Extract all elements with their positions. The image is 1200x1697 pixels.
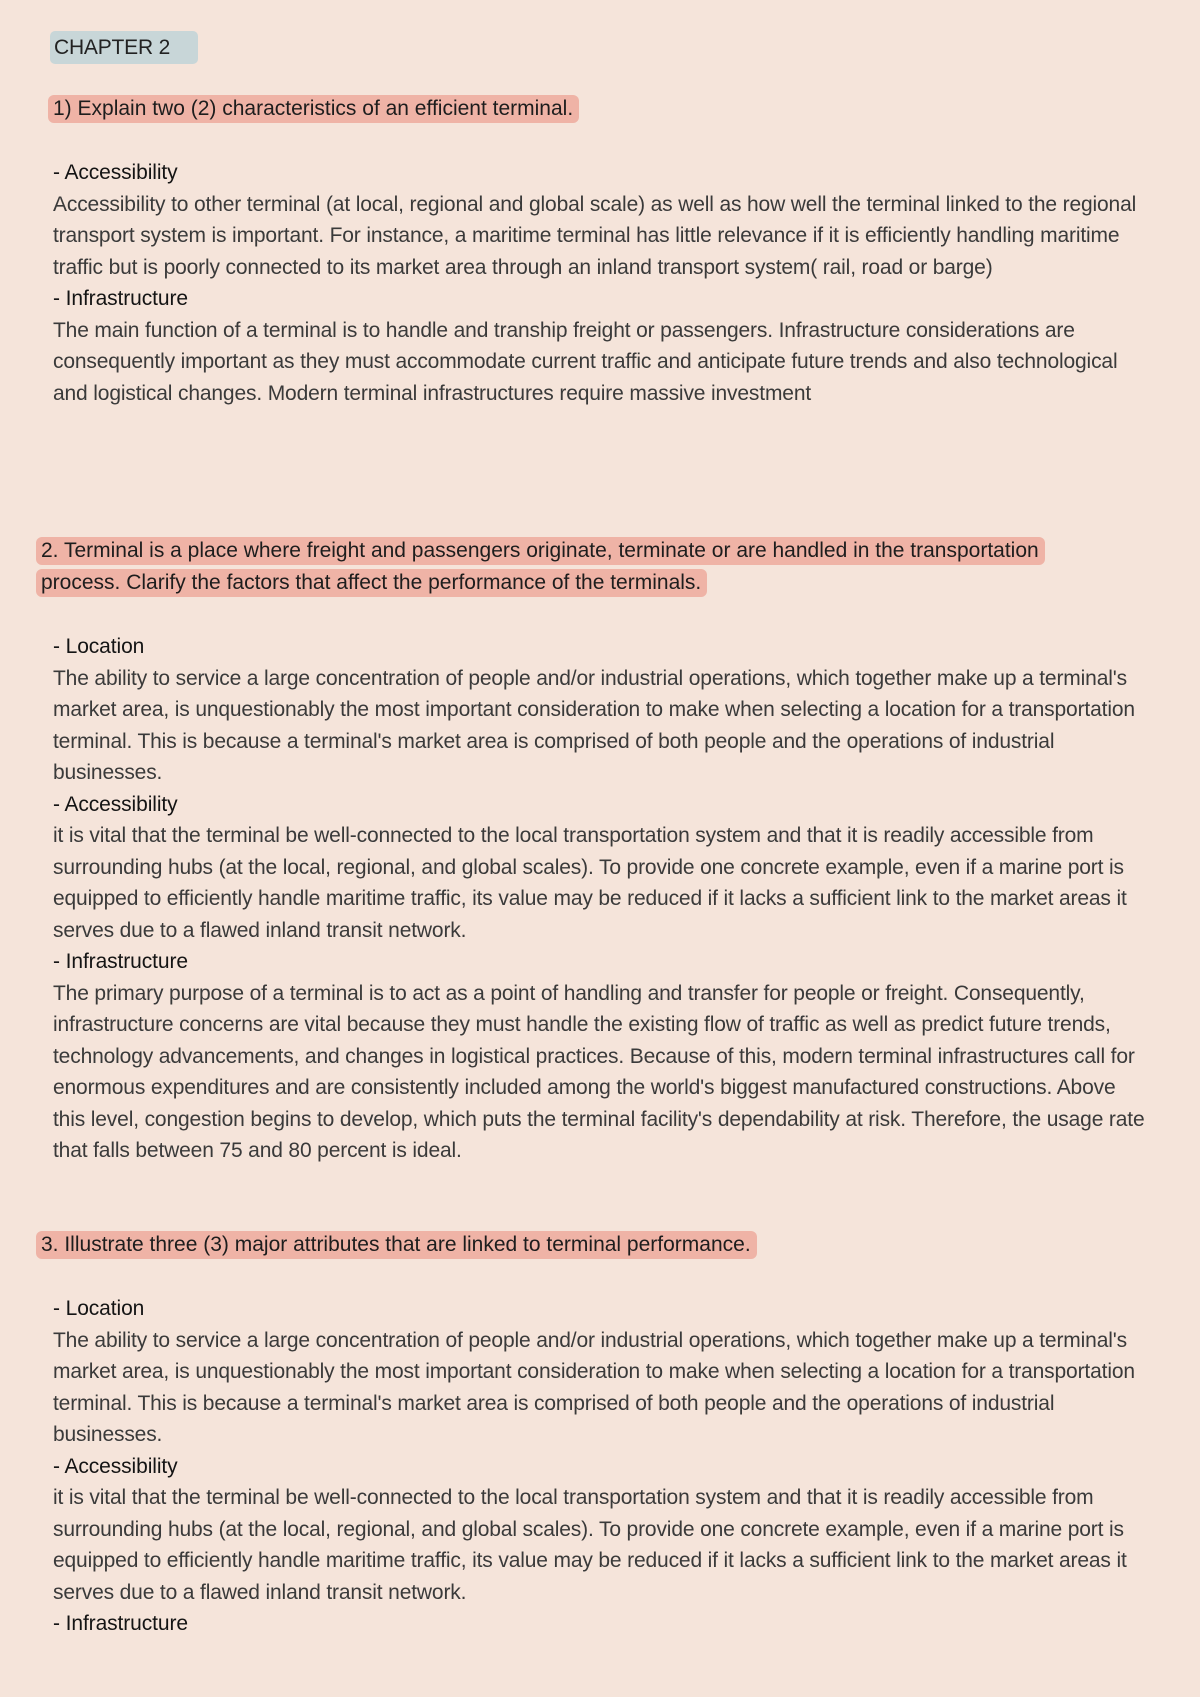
- answer-3-1-body: The ability to service a large concentration of people and/or industrial operations, which together make up a terminal's market area, is unquestionably the most important consideration to make when selecting a location for a transportation terminal. This is because a terminal's market area is comprised of both people and the operations of industrial businesses.: [53, 1328, 1135, 1446]
- answer-1-2-body: The main function of a terminal is to handle and tranship freight or passengers. Infrastructure considerations are consequently important as they must accommodate current traffic and anticipate future trends and also technological and logistical changes. Modern terminal infrastructures require massive investment: [53, 318, 1118, 405]
- answer-2-1-heading: - Location: [53, 635, 145, 658]
- answer-1-1-heading: - Accessibility: [53, 161, 178, 184]
- answer-2-2-body: it is vital that the terminal be well-connected to the local transportation system and that it is readily accessible from surrounding hubs (at the local, regional, and global scales). To provide one concrete example, even if a marine port is equipped to efficiently handle maritime traffic, its value may be reduced if it lacks a sufficient link to the market areas it serves due to a flawed inland transit network.: [53, 824, 1127, 942]
- answer-3-2-heading: - Accessibility: [53, 1454, 178, 1478]
- answer-block-1: [53, 157, 1148, 409]
- question-1-text: 1) Explain two (2) characteristics of an efficient terminal.: [48, 95, 579, 123]
- answer-1-2-heading: - Infrastructure: [53, 287, 188, 310]
- answer-2-1-body: The ability to service a large concentration of people and/or industrial operations, which together make up a terminal's market area, is unquestionably the most important consideration to make when selecting a location for a transportation terminal. This is because a terminal's market area is comprised of both people and the operations of industrial businesses.: [53, 666, 1135, 784]
- answer-2-3-body: The primary purpose of a terminal is to act as a point of handling and transfer for people or freight. Consequently, infrastructure concerns are vital because they must handle the existing flow of traffic as well as predict future trends, technology advancements, and changes in logistical practices. Because of this, modern terminal infrastructures call for enormous expenditures and are consistently included among the world's biggest manufactured constructions. Above this level, congestion begins to develop, which puts the terminal facility's dependability at risk. Therefore, the usage rate that falls between 75 and 80 percent is ideal.: [53, 981, 1145, 1162]
- answer-block-2: [53, 631, 1148, 1167]
- answer-3-3-heading: - Infrastructure: [53, 1612, 188, 1635]
- question-2-text: 2. Terminal is a place where freight and passengers originate, terminate or are handled in the transportation process. Clarify the factors that affect the performance of the terminals.: [36, 537, 1045, 597]
- question-1: [48, 93, 688, 125]
- question-3-text: 3. Illustrate three (3) major attributes that are linked to terminal performance.: [36, 1231, 757, 1259]
- answer-2-2-heading: - Accessibility: [53, 792, 178, 816]
- answer-3-2-body: it is vital that the terminal be well-connected to the local transportation system and that it is readily accessible from surrounding hubs (at the local, regional, and global scales). To provide one concrete example, even if a marine port is equipped to efficiently handle maritime traffic, its value may be reduced if it lacks a sufficient link to the market areas it serves due to a flawed inland transit network.: [53, 1486, 1127, 1604]
- chapter-label: CHAPTER 2: [50, 31, 198, 64]
- question-2: [36, 535, 1056, 598]
- question-3: [36, 1229, 936, 1261]
- answer-2-3-heading: - Infrastructure: [53, 950, 188, 973]
- answer-block-3: [53, 1293, 1148, 1640]
- answer-1-1-body: Accessibility to other terminal (at local, regional and global scale) as well as how well the terminal linked to the regional transport system is important. For instance, a maritime terminal has little relevance if it is efficiently handling maritime traffic but is poorly connected to its market area through an inland transport system( rail, road or barge): [53, 192, 1137, 279]
- answer-3-1-heading: - Location: [53, 1297, 145, 1320]
